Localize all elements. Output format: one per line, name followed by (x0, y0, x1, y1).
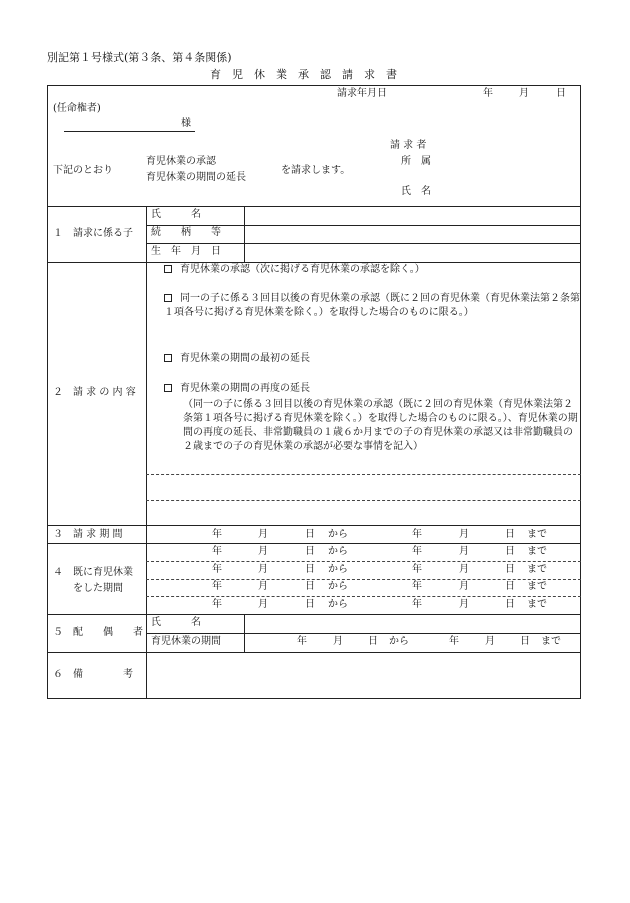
divider (47, 543, 581, 544)
spouse-name-label: 氏 名 (151, 617, 201, 628)
row-separator (146, 596, 581, 597)
shiki-label: 下記のとおり (53, 165, 113, 176)
divider (146, 633, 581, 634)
page-title: 育 児 休 業 承 認 請 求 書 (210, 68, 397, 81)
divider (146, 206, 147, 699)
request-text: を請求します。 (281, 165, 351, 176)
date-day: 日 (556, 88, 566, 99)
child-relation-label: 続 柄 等 (151, 227, 221, 238)
checkbox[interactable] (164, 265, 172, 273)
appointer-name-line (64, 131, 195, 132)
divider (146, 243, 581, 244)
divider (47, 206, 581, 207)
dept-label: 所 属 (401, 156, 431, 167)
checkbox[interactable] (164, 384, 172, 392)
section1-label: １ 請求に係る子 (53, 228, 133, 239)
divider (47, 652, 581, 653)
content-item-1: 育児休業の承認（次に掲げる育児休業の承認を除く。） (164, 265, 425, 275)
requester-label: 請 求 者 (390, 140, 427, 151)
child-birthdate-label: 生 年 月 日 (151, 246, 221, 257)
section2-label: ２ 請 求 の 内 容 (53, 387, 136, 398)
date-year: 年 (483, 88, 493, 99)
content-item-3: 育児休業の期間の最初の延長 (164, 354, 310, 364)
name-label: 氏 名 (401, 186, 431, 197)
content-note: （同一の子に係る３回目以後の育児休業の承認（既に２回の育児休業（育児休業法第２条第１項各号に掲げる育児休業を除く。）を取得した場合のものに限る。）、育児休業の期間の再度の延長、非常勤職員の１歳６か月までの子の育児休業の承認又は非常勤職員の２歳までの子の育児休業の承認が必要な事情を記入） (183, 399, 578, 452)
form-id: 別記第１号様式(第３条、第４条関係) (47, 51, 232, 64)
section4-label-line2: をした期間 (73, 583, 123, 594)
child-name-label: 氏 名 (151, 209, 201, 220)
row-separator (146, 561, 581, 562)
section5-label: ５ 配 偶 者 (53, 627, 143, 638)
sama-label: 様 (181, 118, 191, 129)
option-extension: 育児休業の期間の延長 (146, 172, 246, 183)
appointer-label: (任命権者) (53, 103, 101, 114)
writing-line (146, 474, 581, 475)
section3-label: ３ 請 求 期 間 (53, 529, 123, 540)
content-item-4: 育児休業の期間の再度の延長 (164, 384, 310, 394)
divider (244, 206, 245, 262)
spouse-period-label: 育児休業の期間 (151, 636, 221, 647)
option-approval: 育児休業の承認 (146, 156, 216, 167)
section6-label: ６ 備 考 (53, 669, 133, 680)
divider (146, 225, 581, 226)
divider (47, 262, 581, 263)
divider (47, 525, 581, 526)
content-item-2: 同一の子に係る３回目以後の育児休業の承認（既に２回の育児休業（育児休業法第２条第１項各号に掲げる育児休業を除く。）を取得した場合のものに限る。） (164, 293, 580, 318)
request-date-label: 請求年月日 (337, 88, 387, 99)
date-month: 月 (519, 88, 529, 99)
row-separator (146, 579, 581, 580)
checkbox[interactable] (164, 354, 172, 362)
checkbox[interactable] (164, 294, 172, 302)
writing-line (146, 500, 581, 501)
divider (47, 614, 581, 615)
section4-label-line1: ４ 既に育児休業 (53, 567, 133, 578)
